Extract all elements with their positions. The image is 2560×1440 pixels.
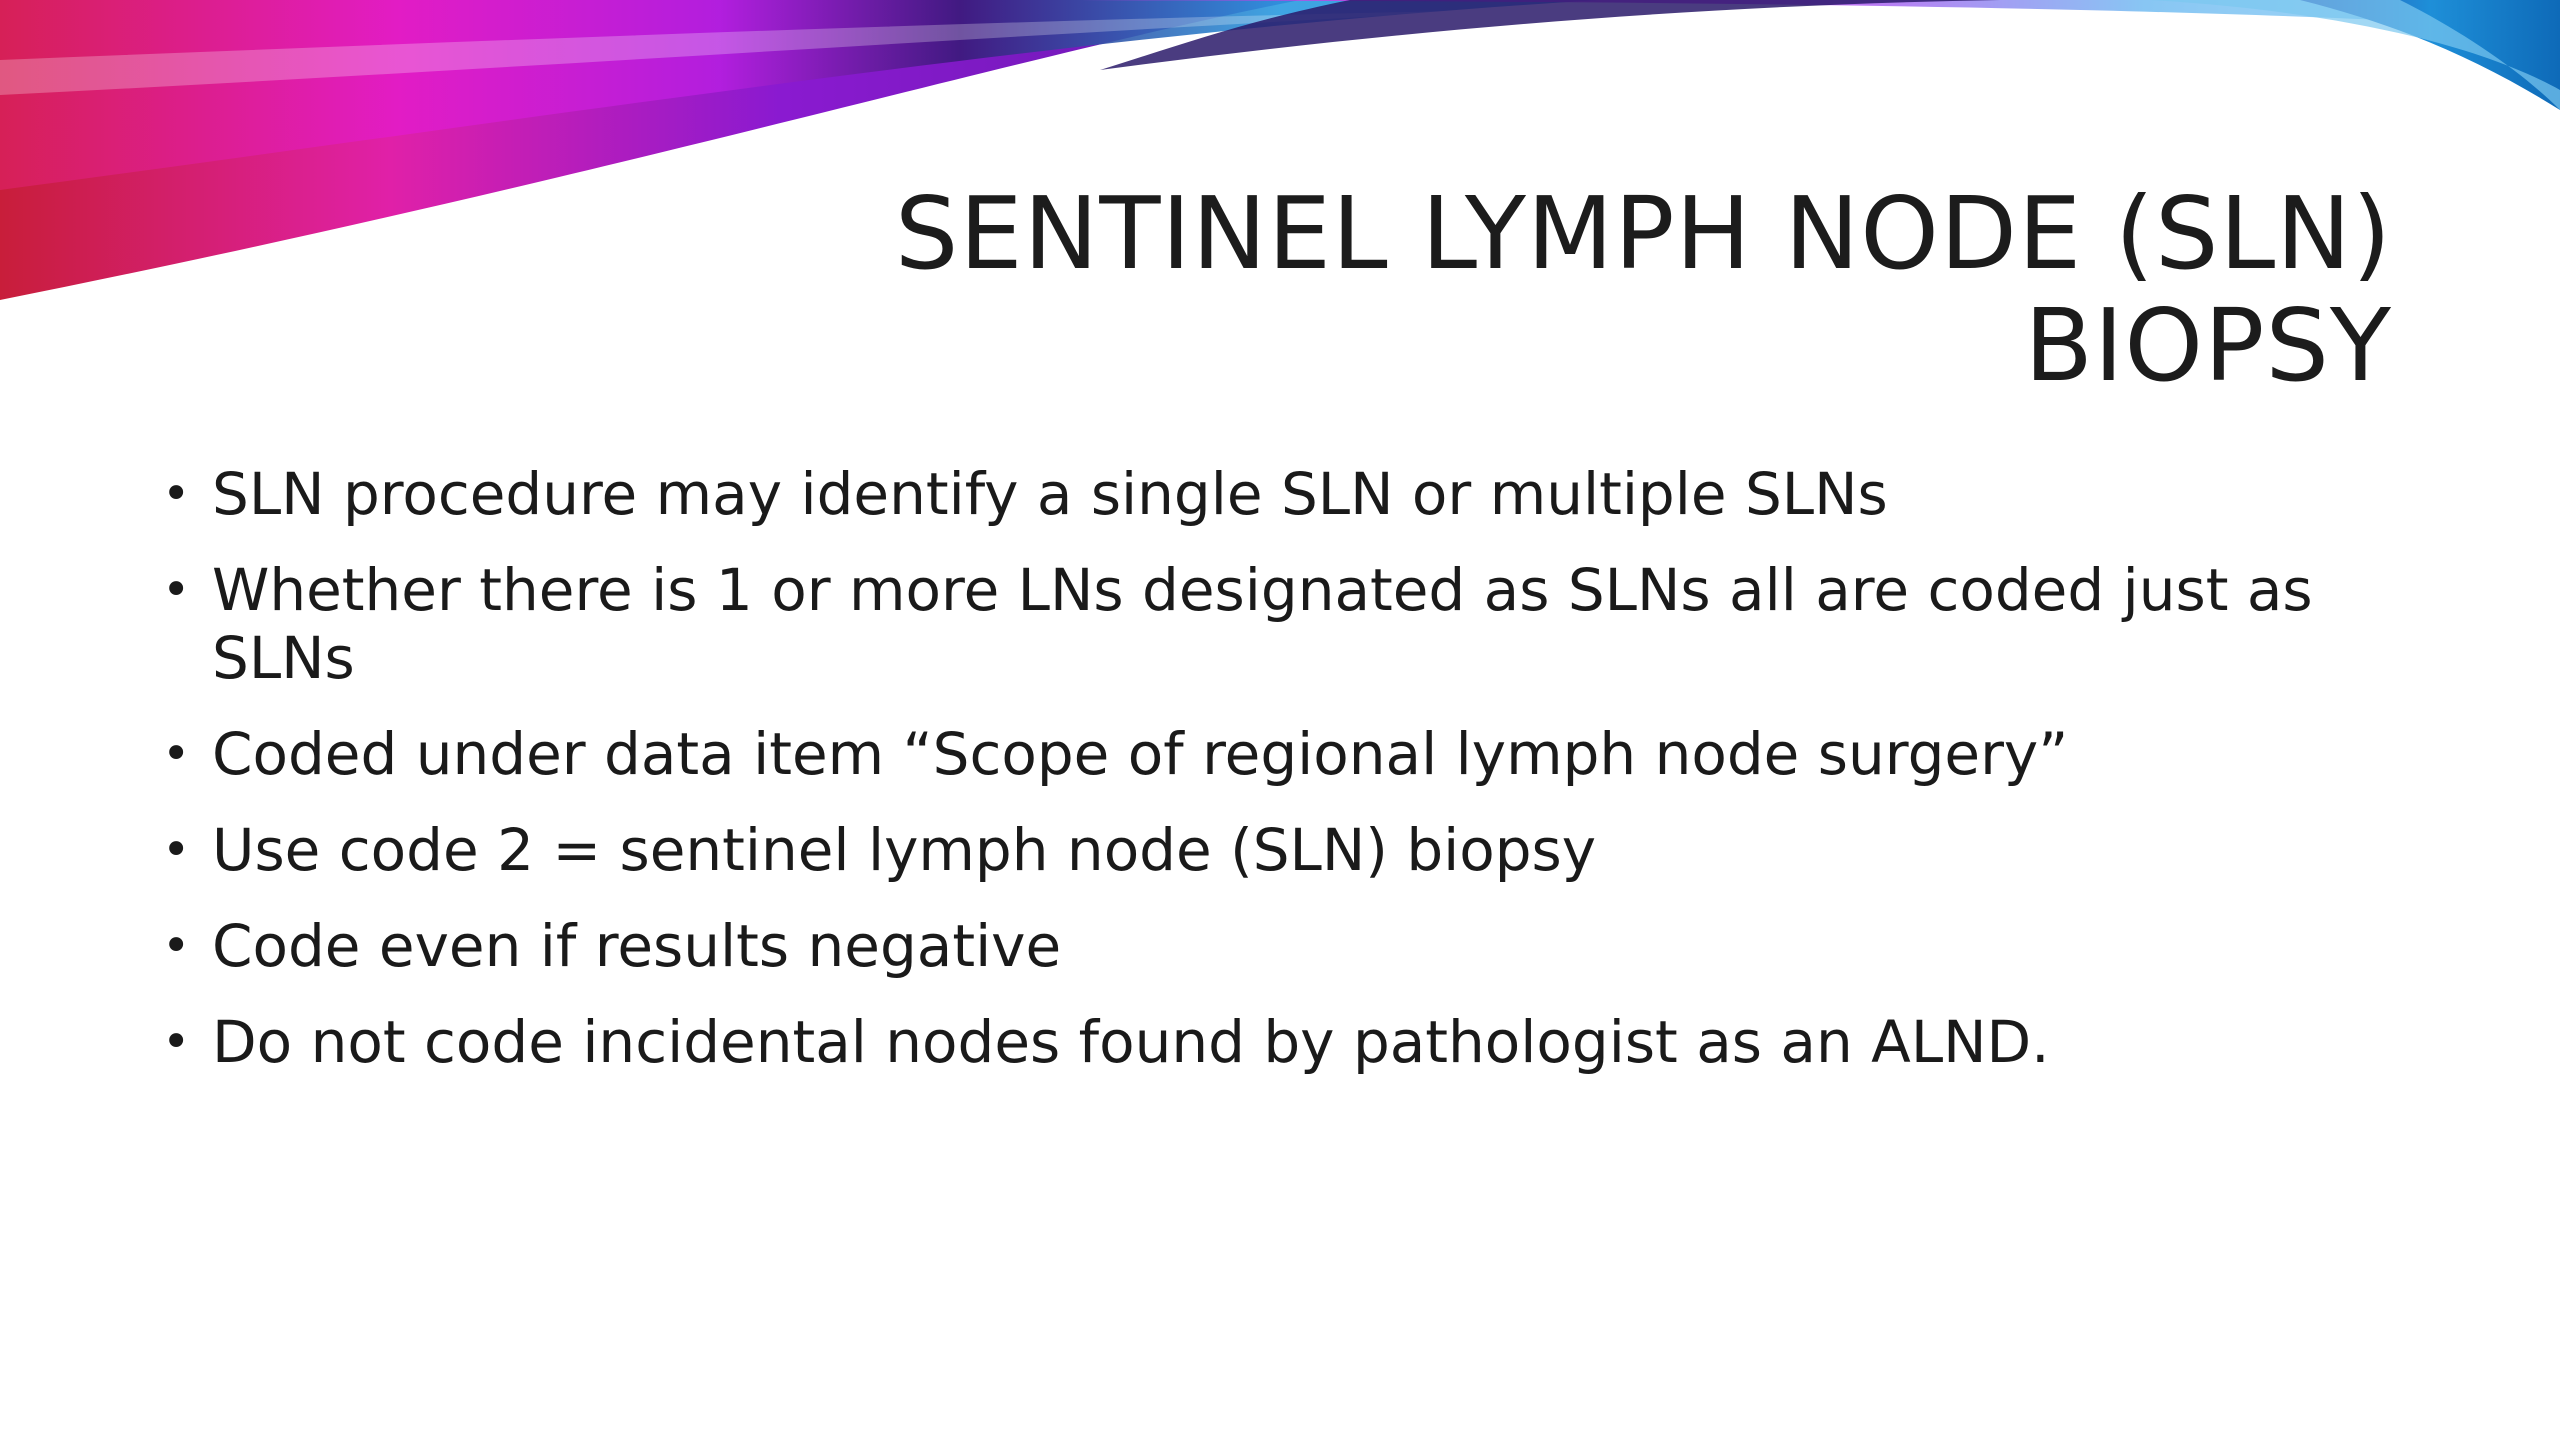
bullet-text: Code even if results negative: [212, 912, 1062, 980]
bullet-text: Coded under data item “Scope of regional lymph node surgery”: [212, 720, 2069, 788]
bullet-item: [160, 912, 2400, 980]
bullet-text: Do not code incidental nodes found by pathologist as an ALND.: [212, 1008, 2050, 1076]
bullet-text: SLN procedure may identify a single SLN or multiple SLNs: [212, 460, 1888, 528]
bullet-dot-icon: •: [162, 466, 191, 522]
bullet-item: [160, 720, 2400, 788]
bullet-dot-icon: •: [162, 1014, 191, 1070]
bullet-item: [160, 556, 2400, 692]
bullet-dot-icon: •: [162, 822, 191, 878]
bullet-item: [160, 1008, 2400, 1076]
bullet-dot-icon: •: [162, 918, 191, 974]
slide-title-line-1: SENTINEL LYMPH NODE (SLN): [894, 175, 2392, 292]
slide-title: [592, 175, 2392, 404]
bullet-text: Whether there is 1 or more LNs designated as SLNs all are coded just as SLNs: [212, 556, 2313, 692]
bullet-text: Use code 2 = sentinel lymph node (SLN) biopsy: [212, 816, 1597, 884]
bullet-dot-icon: •: [162, 726, 191, 782]
bullet-item: [160, 460, 2400, 528]
bullet-item: [160, 816, 2400, 884]
slide-title-line-2: BIOPSY: [2024, 287, 2392, 404]
bullet-dot-icon: •: [162, 562, 191, 618]
bullet-list: [160, 460, 2400, 1104]
